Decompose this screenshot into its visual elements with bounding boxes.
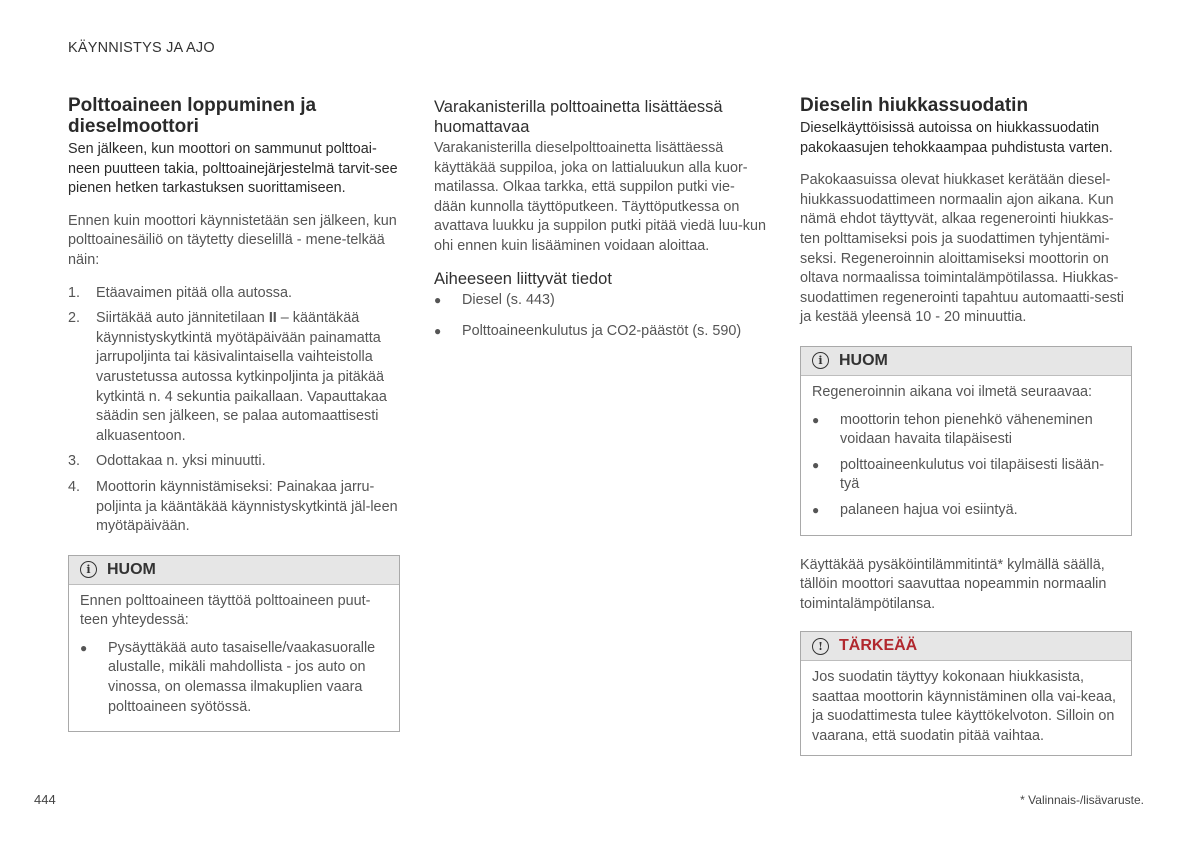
list-item [812,411,1120,450]
warning-box-body [801,661,1131,754]
step-text-post: – kääntäkää käynnistyskytkintä myötäpäivään painamatta jarrupoljinta tai käsivalintaisella vaihteistolla varustetussa autossa kytkinpoljinta ja pitäkää kytkintä n. 4 sekuntia paikallaan. Vapauttakaa säädin sen jälkeen, se palaa automaattisesti alkuasentoon. [96,310,387,444]
page-number: 444 [34,792,56,807]
step-item [68,478,400,537]
step-text: Moottorin käynnistämiseksi: Painakaa jarru-poljinta ja kääntäkää käynnistyskytkintä jäl-leen myötäpäivään. [96,478,398,535]
jerrycan-heading: Varakanisterilla polttoainetta lisättäessä huomattavaa [434,98,723,136]
related-link[interactable] [434,291,766,311]
step-item [68,309,400,446]
related-heading: Aiheeseen liittyvät tiedot [434,269,612,288]
note-bullets [80,639,388,717]
warning-title: TÄRKEÄÄ [839,637,918,655]
note-text: Regeneroinnin aikana voi ilmetä seuraavaa: [812,383,1092,400]
section-header: KÄYNNISTYS JA AJO [68,40,215,56]
fuel-runout-heading: Polttoaineen loppuminen ja dieselmoottori [68,95,317,137]
note-box [68,555,400,733]
warning-box-header [801,632,1131,661]
bullet-icon: ● [812,412,820,427]
note-title: HUOM [107,560,156,578]
column-particle-filter [800,95,1132,756]
list-item-text: moottorin tehon pienehkö väheneminen voidaan havaita tilapäisesti [840,411,1093,448]
column-fuel-runout [68,95,400,732]
related-links [434,291,766,342]
parking-heater-text: Käyttäkää pysäköintilämmitintä* kylmällä säällä, tällöin moottori saavuttaa nopeammin normaalin toimintalämpötilansa. [800,556,1107,612]
note-box-body [69,585,399,732]
note-box-header [801,347,1131,376]
step-text: Etäavaimen pitää olla autossa. [96,284,292,301]
bullet-icon: ● [434,292,442,307]
jerrycan-body: Varakanisterilla dieselpolttoainetta lisättäessä käyttäkää suppiloa, joka on lattialuukun alla kuor-matilassa. Olkaa tarkka, että suppilon putki vie-dään kunnolla täyttöputkeen. Täyttöputkessa on avattava luukku ja suppilon putki pitää viedä luu-kun ohi ennen kuin lisääminen voidaan aloittaa. [434,140,766,254]
list-item [812,501,1120,521]
warning-box [800,631,1132,755]
list-item-text: Pysäyttäkää auto tasaiselle/vaakasuoralle alustalle, mikäli mahdollista - jos auto on vinossa, on olemassa ilmakuplien vaara polttoaineen syötössä. [108,639,376,715]
note-bullets [812,411,1120,521]
list-item-text: polttoaineenkulutus voi tilapäisesti lisään-tyä [840,456,1104,493]
bullet-icon: ● [80,640,88,655]
step-number: 3. [68,453,81,470]
bullet-icon: ● [812,502,820,517]
step-text-pre: Siirtäkää auto jännitetilaan [96,310,269,327]
particle-filter-intro: Dieselkäyttöisissä autoissa on hiukkassuodatin pakokaasujen tehokkaampaa puhdistusta varten. [800,120,1113,156]
note-box-body [801,376,1131,535]
warning-icon: ! [812,638,829,655]
note-box-header [69,556,399,585]
fuel-runout-intro: Sen jälkeen, kun moottori on sammunut polttoai-neen puutteen takia, polttoainejärjestelmä tarvit-see pienen hetken tarkastuksen suorittamiseen. [68,141,398,197]
list-item [80,639,388,717]
info-icon: i [812,352,829,369]
fuel-runout-body: Ennen kuin moottori käynnistetään sen jälkeen, kun polttoainesäiliö on täytetty dieselillä - mene-telkää näin: [68,212,397,268]
ignition-position-label: II [268,310,277,327]
step-number: 1. [68,284,81,301]
note-title: HUOM [839,351,888,369]
list-item-text: palaneen hajua voi esiintyä. [840,501,1018,518]
note-text: Ennen polttoaineen täyttöä polttoaineen puut-teen yhteydessä: [80,592,371,629]
particle-filter-body: Pakokaasuissa olevat hiukkaset kerätään diesel-hiukkassuodattimeen normaalin ajon aikana. Kun nämä ehdot täyttyvät, alkaa regenerointi hiukkas-ten polttamiseksi pois ja suodattimen tyhjentämi-seksi. Regeneroinnin aloittamiseksi moottorin on oltava normaalissa toimintalämpötilassa. Hiukkas-suodattimen regenerointi tapahtuu automaatti-sesti ja kestää yleensä 10 - 20 minuuttia. [800,172,1124,326]
related-link-text[interactable]: Diesel (s. 443) [462,291,555,308]
footnote: * Valinnais-/lisävaruste. [1020,793,1144,807]
particle-filter-heading: Dieselin hiukkassuodatin [800,95,1029,116]
step-item [68,284,400,304]
note-box [800,346,1132,536]
step-item [68,452,400,472]
related-link[interactable] [434,322,766,342]
related-link-text[interactable]: Polttoaineenkulutus ja CO2-päästöt (s. 590) [462,323,742,340]
info-icon: i [80,561,97,578]
step-text: Odottakaa n. yksi minuutti. [96,453,266,470]
column-jerrycan [434,97,766,348]
bullet-icon: ● [434,324,442,339]
step-number: 4. [68,478,81,495]
step-number: 2. [68,310,81,327]
bullet-icon: ● [812,457,820,472]
fuel-runout-steps [68,284,400,537]
warning-text: Jos suodatin täyttyy kokonaan hiukkasista, saattaa moottorin käynnistäminen olla vai-keaa, ja suodattimesta tulee käyttökelvoton. Silloin on vaarana, että suodatin pitää vaihtaa. [812,669,1116,745]
list-item [812,456,1120,495]
step-text [96,309,400,446]
